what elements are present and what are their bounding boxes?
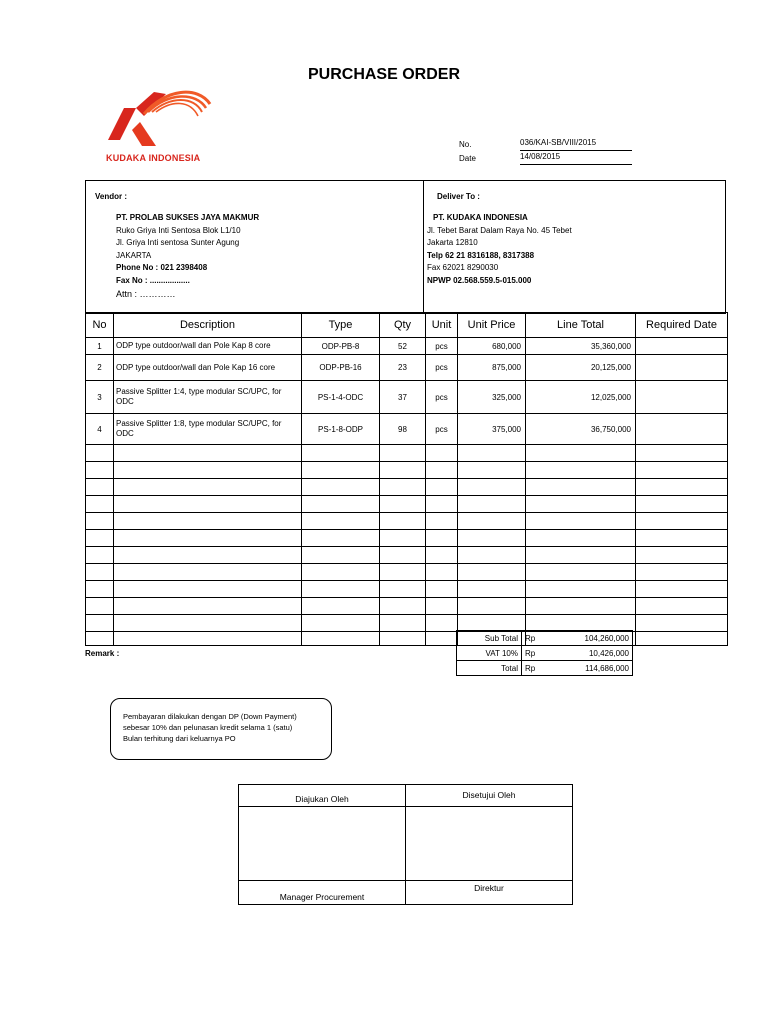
- empty-cell: [302, 632, 380, 646]
- empty-cell: [86, 615, 114, 632]
- items-table: [85, 312, 728, 646]
- col-header-type: Type: [302, 313, 380, 338]
- empty-cell: [426, 462, 458, 479]
- vendor-address-1: Ruko Griya Inti Sentosa Blok L1/10: [116, 225, 241, 235]
- empty-cell: [426, 547, 458, 564]
- empty-cell: [526, 462, 636, 479]
- deliver-npwp: NPWP 02.568.559.5-015.000: [427, 275, 532, 285]
- po-date-label: Date: [459, 154, 476, 163]
- empty-cell: [302, 496, 380, 513]
- empty-cell: [636, 598, 728, 615]
- note-line: Bulan terhitung dari keluarnya PO: [123, 734, 236, 743]
- empty-row: [86, 513, 728, 530]
- empty-cell: [114, 632, 302, 646]
- total-currency: Rp: [522, 661, 577, 676]
- deliver-fax: Fax 62021 8290030: [427, 263, 499, 273]
- table-row: [86, 381, 728, 414]
- empty-cell: [458, 547, 526, 564]
- deliver-phone: Telp 62 21 8316188, 8317388: [427, 250, 535, 260]
- empty-cell: [458, 598, 526, 615]
- empty-cell: [380, 445, 426, 462]
- approver-title: Direktur: [406, 881, 573, 905]
- totals-table: [456, 630, 633, 676]
- empty-row: [86, 598, 728, 615]
- empty-cell: [380, 547, 426, 564]
- cell-required-date: [636, 338, 728, 355]
- deliver-label: Deliver To :: [437, 192, 480, 201]
- cell-description: Passive Splitter 1:8, type modular SC/UPC, for ODC: [114, 414, 302, 445]
- empty-cell: [302, 479, 380, 496]
- empty-cell: [426, 445, 458, 462]
- empty-cell: [86, 445, 114, 462]
- empty-cell: [114, 462, 302, 479]
- subtotal-label: Sub Total: [457, 631, 522, 646]
- empty-cell: [114, 547, 302, 564]
- total-value: 114,686,000: [577, 661, 633, 676]
- po-number-value: 036/KAI-SB/VIII/2015: [520, 138, 632, 151]
- col-header-line-total: Line Total: [526, 313, 636, 338]
- subtotal-row: [457, 631, 633, 646]
- signature-space-row: [239, 807, 573, 881]
- empty-cell: [86, 462, 114, 479]
- cell-type: PS-1-4-ODC: [302, 381, 380, 414]
- empty-cell: [636, 615, 728, 632]
- vat-label: VAT 10%: [457, 646, 522, 661]
- empty-cell: [114, 581, 302, 598]
- cell-unit: pcs: [426, 381, 458, 414]
- empty-cell: [380, 530, 426, 547]
- empty-cell: [302, 615, 380, 632]
- empty-cell: [114, 496, 302, 513]
- empty-cell: [426, 581, 458, 598]
- cell-unit-price: 875,000: [458, 355, 526, 381]
- empty-row: [86, 479, 728, 496]
- empty-cell: [426, 615, 458, 632]
- empty-cell: [114, 513, 302, 530]
- empty-cell: [302, 598, 380, 615]
- cell-line-total: 12,025,000: [526, 381, 636, 414]
- empty-cell: [380, 564, 426, 581]
- approved-by-signature-area: [406, 807, 573, 881]
- empty-cell: [526, 598, 636, 615]
- empty-cell: [636, 547, 728, 564]
- empty-cell: [302, 547, 380, 564]
- payment-note: [110, 698, 332, 760]
- empty-cell: [526, 547, 636, 564]
- col-header-unit: Unit: [426, 313, 458, 338]
- empty-cell: [526, 445, 636, 462]
- empty-row: [86, 581, 728, 598]
- po-number-label: No.: [459, 140, 472, 149]
- cell-no: 1: [86, 338, 114, 355]
- empty-cell: [636, 564, 728, 581]
- empty-cell: [636, 632, 728, 646]
- cell-line-total: 35,360,000: [526, 338, 636, 355]
- deliver-name: PT. KUDAKA INDONESIA: [433, 213, 528, 222]
- cell-description: Passive Splitter 1:4, type modular SC/UPC, for ODC: [114, 381, 302, 414]
- empty-cell: [114, 615, 302, 632]
- logo-text: KUDAKA INDONESIA: [106, 153, 201, 163]
- cell-qty: 52: [380, 338, 426, 355]
- deliver-city: Jakarta 12810: [427, 238, 478, 248]
- po-date-value: 14/08/2015: [520, 152, 632, 165]
- empty-cell: [458, 581, 526, 598]
- cell-required-date: [636, 355, 728, 381]
- empty-cell: [86, 581, 114, 598]
- vendor-address-2: Jl. Griya Inti sentosa Sunter Agung: [116, 238, 240, 248]
- page-title: PURCHASE ORDER: [307, 66, 460, 83]
- empty-cell: [114, 598, 302, 615]
- table-row: [86, 355, 728, 381]
- vendor-phone: Phone No : 021 2398408: [116, 263, 208, 273]
- vendor-label: Vendor :: [95, 192, 128, 201]
- empty-cell: [426, 479, 458, 496]
- empty-cell: [86, 547, 114, 564]
- empty-row: [86, 530, 728, 547]
- empty-cell: [426, 598, 458, 615]
- address-divider: [423, 180, 424, 312]
- vendor-fax: Fax No : ..................: [116, 275, 190, 285]
- empty-cell: [302, 564, 380, 581]
- empty-row: [86, 462, 728, 479]
- empty-cell: [458, 479, 526, 496]
- empty-cell: [426, 632, 458, 646]
- empty-cell: [636, 462, 728, 479]
- empty-row: [86, 445, 728, 462]
- cell-required-date: [636, 414, 728, 445]
- empty-cell: [526, 581, 636, 598]
- empty-cell: [114, 445, 302, 462]
- empty-cell: [380, 632, 426, 646]
- empty-cell: [114, 564, 302, 581]
- cell-unit-price: 680,000: [458, 338, 526, 355]
- note-line: Pembayaran dilakukan dengan DP (Down Payment): [123, 712, 297, 721]
- empty-cell: [526, 513, 636, 530]
- vendor-block: [116, 212, 259, 300]
- table-row: [86, 414, 728, 445]
- empty-cell: [86, 632, 114, 646]
- empty-cell: [458, 530, 526, 547]
- signature-table: [238, 784, 573, 905]
- empty-cell: [458, 615, 526, 632]
- empty-cell: [86, 598, 114, 615]
- empty-cell: [636, 479, 728, 496]
- empty-cell: [86, 479, 114, 496]
- total-row: [457, 661, 633, 676]
- cell-qty: 37: [380, 381, 426, 414]
- empty-cell: [636, 513, 728, 530]
- empty-cell: [458, 445, 526, 462]
- vendor-name: PT. PROLAB SUKSES JAYA MAKMUR: [116, 213, 260, 222]
- empty-cell: [302, 530, 380, 547]
- subtotal-value: 104,260,000: [577, 631, 633, 646]
- cell-unit: pcs: [426, 355, 458, 381]
- empty-row: [86, 547, 728, 564]
- submitted-by-signature-area: [239, 807, 406, 881]
- empty-cell: [526, 615, 636, 632]
- empty-cell: [380, 479, 426, 496]
- empty-cell: [86, 513, 114, 530]
- cell-qty: 98: [380, 414, 426, 445]
- cell-unit-price: 375,000: [458, 414, 526, 445]
- cell-unit: pcs: [426, 338, 458, 355]
- remark-label: Remark :: [85, 649, 120, 658]
- empty-cell: [380, 496, 426, 513]
- col-header-description: Description: [114, 313, 302, 338]
- empty-cell: [302, 462, 380, 479]
- empty-cell: [380, 513, 426, 530]
- deliver-address: Jl. Tebet Barat Dalam Raya No. 45 Tebet: [427, 225, 572, 235]
- empty-cell: [636, 530, 728, 547]
- signature-footer-row: [239, 881, 573, 905]
- empty-cell: [302, 581, 380, 598]
- empty-row: [86, 564, 728, 581]
- empty-cell: [380, 581, 426, 598]
- empty-cell: [526, 530, 636, 547]
- empty-cell: [302, 445, 380, 462]
- empty-cell: [380, 462, 426, 479]
- empty-cell: [526, 496, 636, 513]
- empty-cell: [526, 479, 636, 496]
- deliver-block: [427, 212, 572, 288]
- empty-cell: [380, 598, 426, 615]
- empty-cell: [86, 496, 114, 513]
- submitter-title: Manager Procurement: [239, 881, 406, 905]
- empty-cell: [636, 445, 728, 462]
- empty-row: [86, 496, 728, 513]
- empty-cell: [458, 496, 526, 513]
- empty-cell: [380, 615, 426, 632]
- col-header-no: No: [86, 313, 114, 338]
- empty-cell: [426, 496, 458, 513]
- empty-row: [86, 615, 728, 632]
- empty-cell: [86, 564, 114, 581]
- cell-qty: 23: [380, 355, 426, 381]
- empty-cell: [114, 530, 302, 547]
- cell-type: PS-1-8-ODP: [302, 414, 380, 445]
- empty-cell: [636, 496, 728, 513]
- cell-unit: pcs: [426, 414, 458, 445]
- empty-cell: [426, 564, 458, 581]
- table-row: [86, 338, 728, 355]
- empty-cell: [458, 513, 526, 530]
- empty-cell: [302, 513, 380, 530]
- vat-value: 10,426,000: [577, 646, 633, 661]
- empty-cell: [526, 564, 636, 581]
- cell-description: ODP type outdoor/wall dan Pole Kap 8 core: [114, 338, 302, 355]
- cell-unit-price: 325,000: [458, 381, 526, 414]
- empty-cell: [114, 479, 302, 496]
- note-line: sebesar 10% dan pelunasan kredit selama 1 (satu): [123, 723, 293, 732]
- empty-cell: [458, 462, 526, 479]
- empty-cell: [426, 530, 458, 547]
- cell-line-total: 36,750,000: [526, 414, 636, 445]
- approved-by-label: Disetujui Oleh: [406, 785, 573, 807]
- cell-no: 3: [86, 381, 114, 414]
- cell-type: ODP-PB-16: [302, 355, 380, 381]
- total-label: Total: [457, 661, 522, 676]
- cell-required-date: [636, 381, 728, 414]
- col-header-unit-price: Unit Price: [458, 313, 526, 338]
- cell-no: 2: [86, 355, 114, 381]
- empty-cell: [636, 581, 728, 598]
- submitted-by-label: Diajukan Oleh: [239, 785, 406, 807]
- vendor-city: JAKARTA: [116, 250, 152, 260]
- empty-cell: [86, 530, 114, 547]
- cell-description: ODP type outdoor/wall dan Pole Kap 16 core: [114, 355, 302, 381]
- empty-cell: [458, 564, 526, 581]
- empty-cell: [426, 513, 458, 530]
- vat-row: [457, 646, 633, 661]
- col-header-qty: Qty: [380, 313, 426, 338]
- vat-currency: Rp: [522, 646, 577, 661]
- signature-header-row: [239, 785, 573, 807]
- cell-no: 4: [86, 414, 114, 445]
- table-header-row: [86, 313, 728, 338]
- col-header-required-date: Required Date: [636, 313, 728, 338]
- vendor-attn: Attn : …………: [116, 288, 176, 299]
- cell-type: ODP-PB-8: [302, 338, 380, 355]
- subtotal-currency: Rp: [522, 631, 577, 646]
- cell-line-total: 20,125,000: [526, 355, 636, 381]
